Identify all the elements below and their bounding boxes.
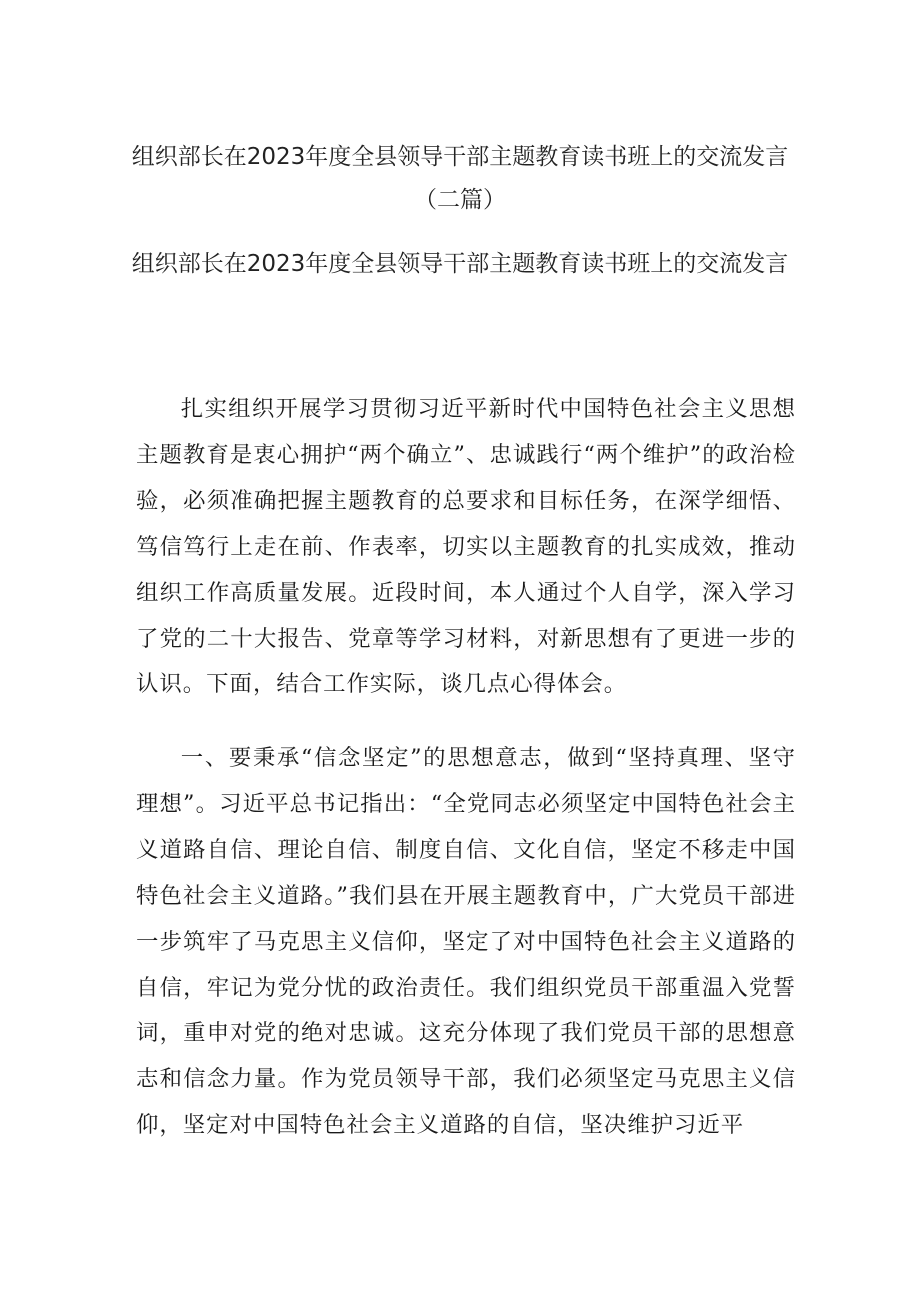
document-subtitle: 组织部长在2023年度全县领导干部主题教育读书班上的交流发言 — [131, 251, 789, 277]
document-title: 组织部长在2023年度全县领导干部主题教育读书班上的交流发言（二篇） — [131, 144, 789, 213]
paragraph-intro: 扎实组织开展学习贯彻习近平新时代中国特色社会主义思想主题教育是衷心拥护“两个确立”、忠诚践行“两个维护”的政治检验，必须准确把握主题教育的总要求和目标任务，在深学细悟、笃信笃行上走在前、作表率，切实以主题教育的扎实成效，推动组织工作高质量发展。近段时间，本人通过个人自学，深入学习了党的二十大报告、党章等学习材料，对新思想有了更进一步的认识。下面，结合工作实际，谈几点心得体会。 — [136, 396, 796, 698]
paragraph-section-one: 一、要秉承“信念坚定”的思想意志，做到“坚持真理、坚守理想”。习近平总书记指出：“全党同志必须坚定中国特色社会主义道路自信、理论自信、制度自信、文化自信，坚定不移走中国特色社会主义道路。”我们县在开展主题教育中，广大党员干部进一步筑牢了马克思主义信仰，坚定了对中国特色社会主义道路的自信，牢记为党分忧的政治责任。我们组织党员干部重温入党誓词，重申对党的绝对忠诚。这充分体现了我们党员干部的思想意志和信念力量。作为党员领导干部，我们必须坚定马克思主义信仰，坚定对中国特色社会主义道路的自信，坚决维护习近平 — [136, 745, 796, 1139]
